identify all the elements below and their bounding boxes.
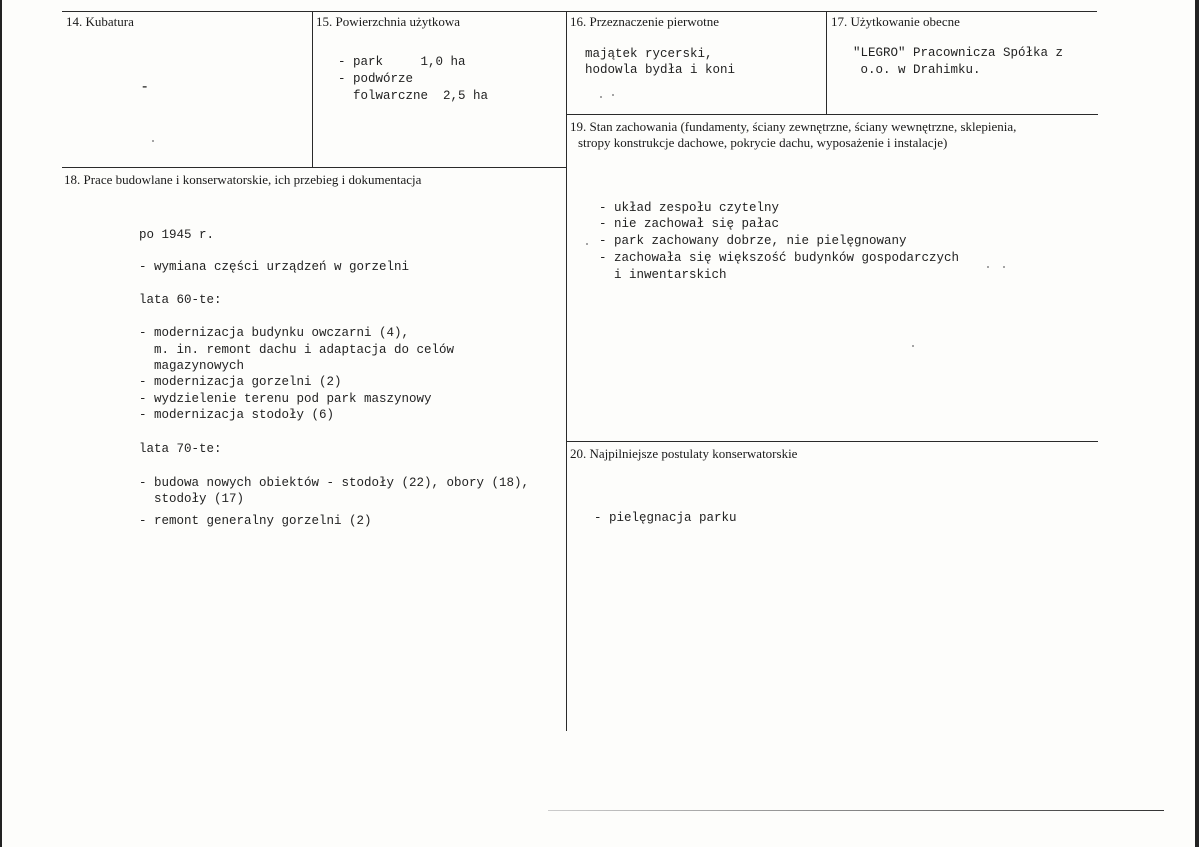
scan-speck <box>912 345 914 347</box>
scan-speck <box>600 96 602 98</box>
section-15-line: folwarczne 2,5 ha <box>338 89 489 103</box>
section-15-line: - park 1,0 ha <box>338 55 466 69</box>
section-20-line: - pielęgnacja parku <box>594 511 737 525</box>
divider-main <box>566 11 567 731</box>
section-18-line: po 1945 r. <box>139 228 215 242</box>
scan-edge-right <box>1195 0 1199 847</box>
section-17-title: 17. Użytkowanie obecne <box>831 14 960 29</box>
section-15-line: - podwórze <box>338 72 414 86</box>
section-19-line: i inwentarskich <box>599 268 727 282</box>
section-18-line: magazynowych <box>139 359 245 373</box>
scan-speck <box>586 243 588 245</box>
section-15-title: 15. Powierzchnia użytkowa <box>316 14 461 29</box>
divider-14-15 <box>312 11 313 167</box>
scan-bottom-line <box>548 810 1164 811</box>
section-18-line: - wydzielenie terenu pod park maszynowy <box>139 392 432 406</box>
section-18-line: - budowa nowych obiektów - stodoły (22), obory (18), <box>139 476 530 490</box>
scan-speck <box>1003 266 1005 268</box>
border-under-19 <box>566 441 1098 442</box>
section-14-title: 14. Kubatura <box>66 14 134 29</box>
section-19-line: - park zachowany dobrze, nie pielęgnowany <box>599 234 907 248</box>
section-18-line: - modernizacja gorzelni (2) <box>139 375 342 389</box>
section-18-line: - wymiana części urządzeń w gorzelni <box>139 260 410 274</box>
scan-speck <box>152 140 154 142</box>
section-14-value: - <box>142 78 148 95</box>
section-16-title: 16. Przeznaczenie pierwotne <box>570 14 720 29</box>
section-19-line: - nie zachował się pałac <box>599 217 780 231</box>
section-16-line: majątek rycerski, <box>585 47 713 61</box>
section-18-line: - modernizacja stodoły (6) <box>139 408 335 422</box>
section-18-line: lata 70-te: <box>139 442 222 456</box>
section-18-line: - remont generalny gorzelni (2) <box>139 514 372 528</box>
scan-edge-left <box>0 0 2 847</box>
top-border <box>62 11 1097 12</box>
section-17-line: o.o. w Drahimku. <box>853 63 981 77</box>
border-under-14-15 <box>62 167 567 168</box>
scan-speck <box>612 94 614 96</box>
border-under-16-17 <box>566 114 1098 115</box>
section-19-title-line2: stropy konstrukcje dachowe, pokrycie dachu, wyposażenie i instalacje) <box>578 135 948 150</box>
section-19-line: - układ zespołu czytelny <box>599 201 780 215</box>
section-18-line: m. in. remont dachu i adaptacja do celów <box>139 343 455 357</box>
scan-speck <box>987 266 989 268</box>
section-16-line: hodowla bydła i koni <box>585 63 736 77</box>
section-18-line: - modernizacja budynku owczarni (4), <box>139 326 410 340</box>
section-17-line: "LEGRO" Pracownicza Spółka z <box>853 46 1064 60</box>
section-18-line: stodoły (17) <box>139 492 245 506</box>
section-20-title: 20. Najpilniejsze postulaty konserwatorskie <box>570 446 798 461</box>
section-19-line: - zachowała się większość budynków gospodarczych <box>599 251 960 265</box>
section-19-title-line1: 19. Stan zachowania (fundamenty, ściany zewnętrzne, ściany wewnętrzne, sklepienia, <box>570 119 1017 134</box>
section-18-line: lata 60-te: <box>139 293 222 307</box>
divider-16-17 <box>826 11 827 114</box>
section-18-title: 18. Prace budowlane i konserwatorskie, ich przebieg i dokumentacja <box>64 172 422 187</box>
